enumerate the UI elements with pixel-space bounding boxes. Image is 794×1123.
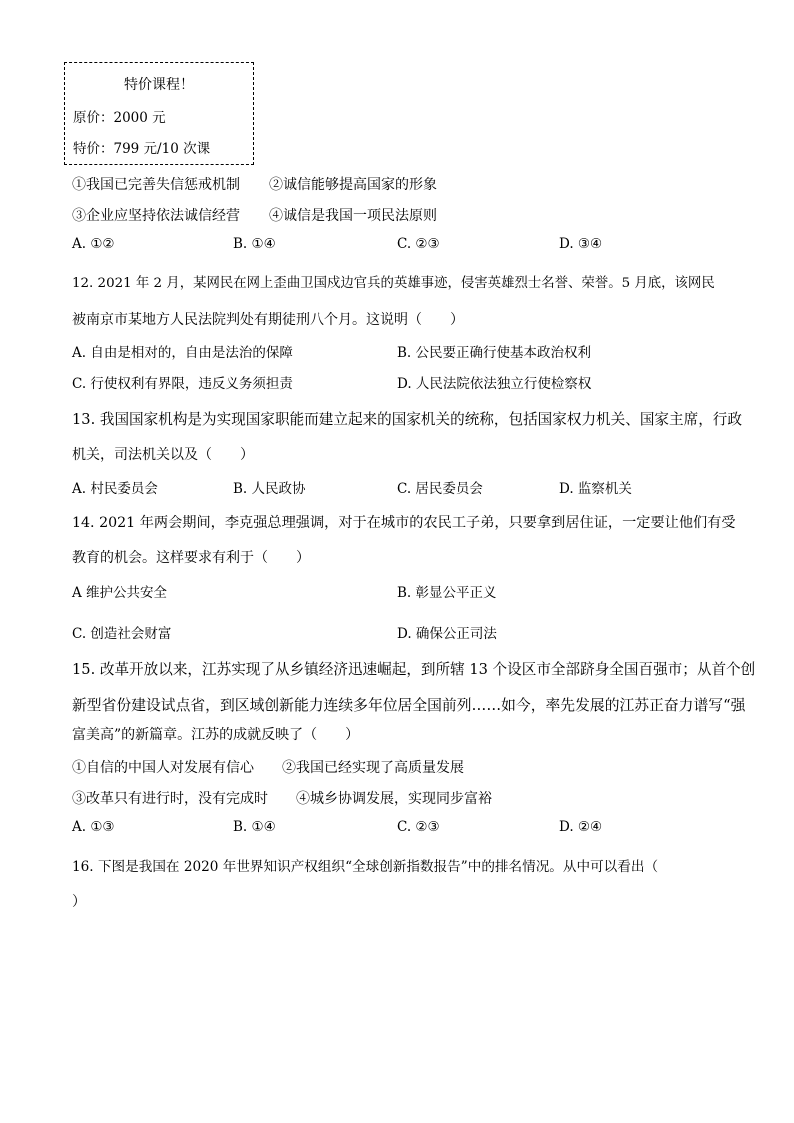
q12-option-b[interactable]: B. 公民要正确行使基本政治权利 — [397, 345, 592, 361]
q12-stem-line-1: 12. 2021 年 2 月，某网民在网上歪曲卫国戍边官兵的英雄事迹，侵害英雄烈士名誉、荣誉。5 月底，该网民 — [72, 276, 715, 291]
q15-option-c[interactable]: C. ②③ — [397, 819, 440, 835]
q13-option-c[interactable]: C. 居民委员会 — [397, 481, 483, 497]
q13-option-d[interactable]: D. 监察机关 — [559, 481, 632, 497]
q12-option-a[interactable]: A. 自由是相对的，自由是法治的保障 — [72, 345, 293, 361]
q11-option-c[interactable]: C. ②③ — [397, 236, 440, 252]
q13-option-a[interactable]: A. 村民委员会 — [72, 481, 158, 497]
q14-option-a[interactable]: A 维护公共安全 — [72, 585, 168, 601]
q12-option-c[interactable]: C. 行使权利有界限，违反义务须担责 — [72, 376, 293, 392]
q15-statement-3: ③改革只有进行时，没有完成时 — [72, 791, 268, 807]
q14-option-c[interactable]: C. 创造社会财富 — [72, 626, 172, 642]
original-price: 原价：2000 元 — [73, 110, 166, 126]
q16-stem-line-1: 16. 下图是我国在 2020 年世界知识产权组织“全球创新指数报告”中的排名情况。从中可以看出（ — [72, 859, 659, 875]
price-box-title: 特价课程！ — [124, 77, 194, 93]
special-price: 特价：799 元/10 次课 — [73, 141, 211, 157]
price-box — [64, 62, 254, 165]
q13-stem-line-2: 机关，司法机关以及（ ） — [72, 447, 254, 463]
q15-statement-1: ①自信的中国人对发展有信心 — [72, 760, 254, 776]
q12-stem-line-2: 被南京市某地方人民法院判处有期徒刑八个月。这说明（ ） — [72, 312, 464, 328]
q15-stem-line-3: 富美高”的新篇章。江苏的成就反映了（ ） — [72, 727, 360, 743]
q15-statement-4: ④城乡协调发展，实现同步富裕 — [296, 791, 492, 807]
q11-option-a[interactable]: A. ①② — [72, 236, 115, 252]
q16-stem-line-2: ） — [72, 894, 86, 910]
q15-option-a[interactable]: A. ①③ — [72, 819, 115, 835]
q13-stem-line-1: 13. 我国国家机构是为实现国家职能而建立起来的国家机关的统称，包括国家权力机关、国家主席，行政 — [72, 411, 742, 428]
q11-statement-3: ③企业应坚持依法诚信经营 — [72, 208, 240, 224]
q15-stem-line-2: 新型省份建设试点省，到区域创新能力连续多年位居全国前列……如今，率先发展的江苏正奋力谱写“强 — [72, 697, 746, 714]
q15-option-d[interactable]: D. ②④ — [559, 819, 603, 835]
q15-stem-line-1: 15. 改革开放以来，江苏实现了从乡镇经济迅速崛起，到所辖 13 个设区市全部跻身全国百强市；从首个创 — [72, 661, 756, 678]
q13-option-b[interactable]: B. 人民政协 — [233, 481, 306, 497]
q11-option-b[interactable]: B. ①④ — [233, 236, 276, 252]
q11-statement-1: ①我国已完善失信惩戒机制 — [72, 177, 240, 193]
q15-statement-2: ②我国已经实现了高质量发展 — [282, 760, 464, 776]
q11-statement-2: ②诚信能够提高国家的形象 — [269, 177, 437, 193]
q12-option-d[interactable]: D. 人民法院依法独立行使检察权 — [397, 376, 592, 392]
q14-stem-line-1: 14. 2021 年两会期间，李克强总理强调，对于在城市的农民工子弟，只要拿到居住证，一定要让他们有受 — [72, 515, 736, 531]
q14-stem-line-2: 教育的机会。这样要求有利于（ ） — [72, 550, 310, 566]
q14-option-b[interactable]: B. 彰显公平正义 — [397, 585, 497, 601]
q15-option-b[interactable]: B. ①④ — [233, 819, 276, 835]
q11-option-d[interactable]: D. ③④ — [559, 236, 603, 252]
q11-statement-4: ④诚信是我国一项民法原则 — [269, 208, 437, 224]
q14-option-d[interactable]: D. 确保公正司法 — [397, 626, 497, 642]
